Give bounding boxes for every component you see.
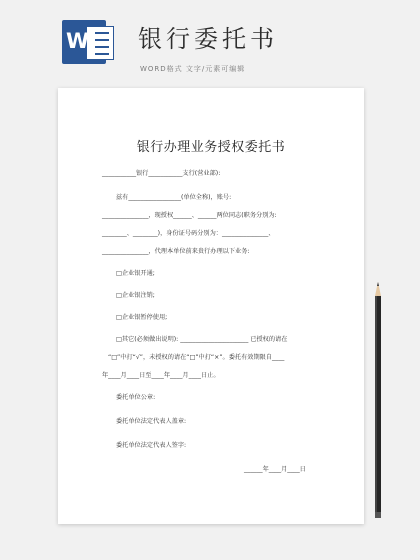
logo-letter: W [66,29,90,53]
header-subtitle: WORD格式 文字/元素可编辑 [140,65,246,73]
position-line: ________、________)，身份证号码分别为：_______________、 [102,230,275,237]
document-lines-icon [86,26,114,60]
header [0,0,420,86]
pencil-icon [374,280,382,520]
account-line: _______________，现授权______、______两位同志(职务分别为: [102,212,277,219]
document-title: 银行办理业务授权委托书 [136,140,286,155]
option-open: □企业银开通; [116,270,155,277]
seal-line: 委托单位公章: [116,394,156,401]
addressee-line: ___________银行___________支行(营业部): [102,170,221,177]
header-title: 银行委托书 [138,25,278,53]
representative-signature-line: 委托单位法定代表人签字: [116,442,187,449]
option-other: □其它(必须做出说明): ______________________ 已授权的请在 [116,336,288,343]
purpose-line: _______________，代理本单位前来贵行办理以下业务: [102,248,250,255]
date-line: ______年____月____日 [244,466,306,473]
instruction-line: “□”中打“√”，未授权的请在“□”中打“×”。委托有效期限自____ [108,354,285,361]
word-logo-icon [62,20,106,64]
option-cancel: □企业银注销; [116,292,155,299]
option-suspend: □企业银暂停使用; [116,314,168,321]
validity-line: 年____月____日至____年____月____日止。 [102,372,220,379]
document-page [58,88,364,524]
representative-stamp-line: 委托单位法定代表人盖章: [116,418,187,425]
company-line: 兹有_________________(单位全称)，账号: [116,194,232,201]
